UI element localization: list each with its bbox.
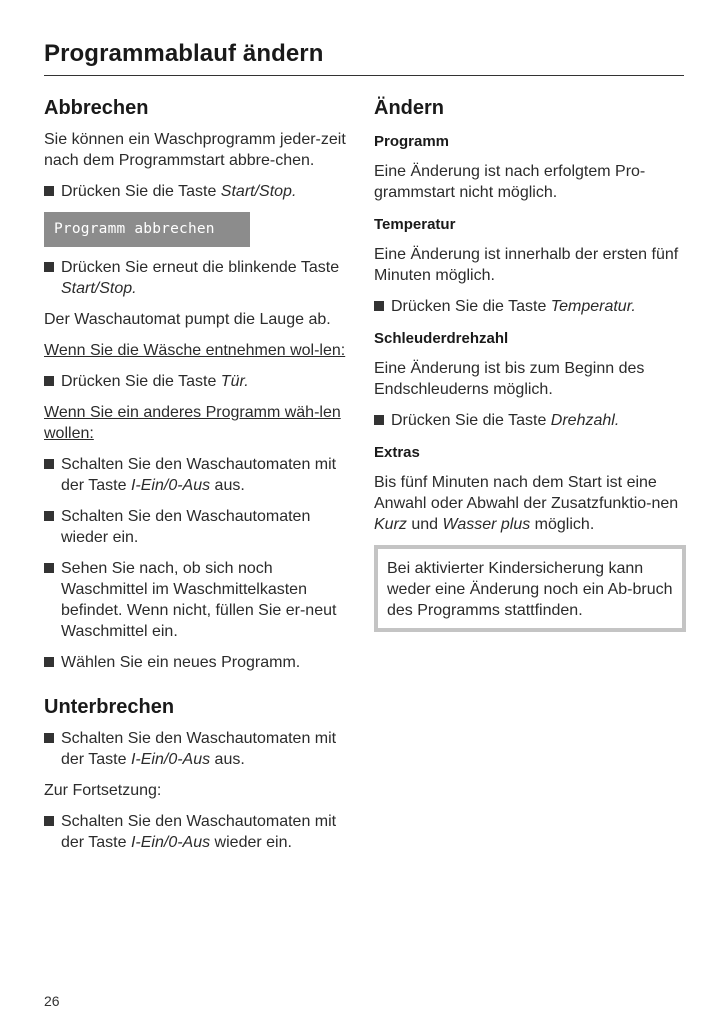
step-resume-switch-on: Schalten Sie den Waschautomaten mit der Taste I-Ein/0-Aus wieder ein. [44, 811, 349, 853]
step-press-temperature: Drücken Sie die Taste Temperatur. [374, 296, 686, 317]
key-spin-speed: Drehzahl. [550, 412, 620, 429]
abbrechen-intro: Sie können ein Waschprogramm jeder-zeit nach dem Programmstart abbre-chen. [44, 131, 346, 169]
bullet-square-icon [44, 657, 54, 667]
step-check-detergent: Sehen Sie nach, ob sich noch Waschmittel im Waschmittelkasten befindet. Wenn nicht, füllen Sie er-neut Waschmittel ein. [44, 558, 349, 642]
subheading-programm: Programm [374, 133, 450, 150]
key-temperature: Temperatur. [550, 298, 636, 315]
option-kurz: Kurz [374, 516, 407, 533]
right-column [374, 86, 686, 632]
step-pause-switch-off: Schalten Sie den Waschautomaten mit der Taste I-Ein/0-Aus aus. [44, 728, 349, 770]
option-wasser-plus: Wasser plus [442, 516, 531, 533]
bullet-square-icon [374, 415, 384, 425]
subheading-extras: Extras [374, 444, 420, 461]
page-title: Programmablauf ändern [44, 40, 324, 67]
step-press-spin-speed: Drücken Sie die Taste Drehzahl. [374, 410, 686, 431]
programm-text: Eine Änderung ist nach erfolgtem Pro-grammstart nicht möglich. [374, 163, 646, 201]
key-door: Tür. [220, 373, 249, 390]
key-start-stop: Start/Stop. [61, 280, 137, 297]
pump-text: Der Waschautomat pumpt die Lauge ab. [44, 311, 331, 328]
display-readout: Programm abbrechen [44, 212, 250, 247]
bullet-square-icon [44, 563, 54, 573]
child-lock-note-text: Bei aktivierter Kindersicherung kann weder eine Änderung noch ein Ab-bruch des Programms stattfinden. [387, 560, 673, 619]
subheading-schleuderdrehzahl: Schleuderdrehzahl [374, 330, 509, 347]
step-select-program: Wählen Sie ein neues Programm. [44, 652, 349, 673]
page-number: 26 [44, 993, 60, 1009]
bullet-square-icon [44, 376, 54, 386]
bullet-square-icon [44, 459, 54, 469]
bullet-square-icon [44, 511, 54, 521]
bullet-square-icon [44, 733, 54, 743]
key-on-off: I-Ein/0-Aus [130, 751, 211, 768]
child-lock-note [374, 545, 686, 632]
section-heading-unterbrechen: Unterbrechen [44, 696, 175, 718]
subheading-remove-laundry: Wenn Sie die Wäsche entnehmen wol-len: [44, 342, 346, 359]
schleuderdrehzahl-text: Eine Änderung ist bis zum Beginn des Endschleuderns möglich. [374, 360, 645, 398]
bullet-square-icon [374, 301, 384, 311]
bullet-square-icon [44, 262, 54, 272]
bullet-square-icon [44, 186, 54, 196]
bullet-square-icon [44, 816, 54, 826]
subheading-temperatur: Temperatur [374, 216, 456, 233]
section-heading-aendern: Ändern [374, 97, 444, 119]
section-heading-abbrechen: Abbrechen [44, 97, 149, 119]
left-column [44, 86, 349, 863]
step-press-start-stop-again: Drücken Sie erneut die blinkende Taste Start/Stop. [44, 257, 349, 299]
step-press-door: Drücken Sie die Taste Tür. [44, 371, 349, 392]
step-switch-off: Schalten Sie den Waschautomaten mit der Taste I-Ein/0-Aus aus. [44, 454, 349, 496]
temperatur-text: Eine Änderung ist innerhalb der ersten fünf Minuten möglich. [374, 246, 679, 284]
continue-label: Zur Fortsetzung: [44, 782, 162, 799]
subheading-other-program: Wenn Sie ein anderes Programm wäh-len wollen: [44, 404, 341, 442]
key-on-off: I-Ein/0-Aus [130, 834, 211, 851]
key-on-off: I-Ein/0-Aus [130, 477, 211, 494]
title-rule [44, 75, 684, 76]
key-start-stop: Start/Stop. [220, 183, 297, 200]
extras-text: Bis fünf Minuten nach dem Start ist eine Anwahl oder Abwahl der Zusatzfunktio-nen Kurz und Wasser plus möglich. [374, 474, 679, 533]
step-switch-on: Schalten Sie den Waschautomaten wieder ein. [44, 506, 349, 548]
step-press-start-stop: Drücken Sie die Taste Start/Stop. [44, 181, 349, 202]
